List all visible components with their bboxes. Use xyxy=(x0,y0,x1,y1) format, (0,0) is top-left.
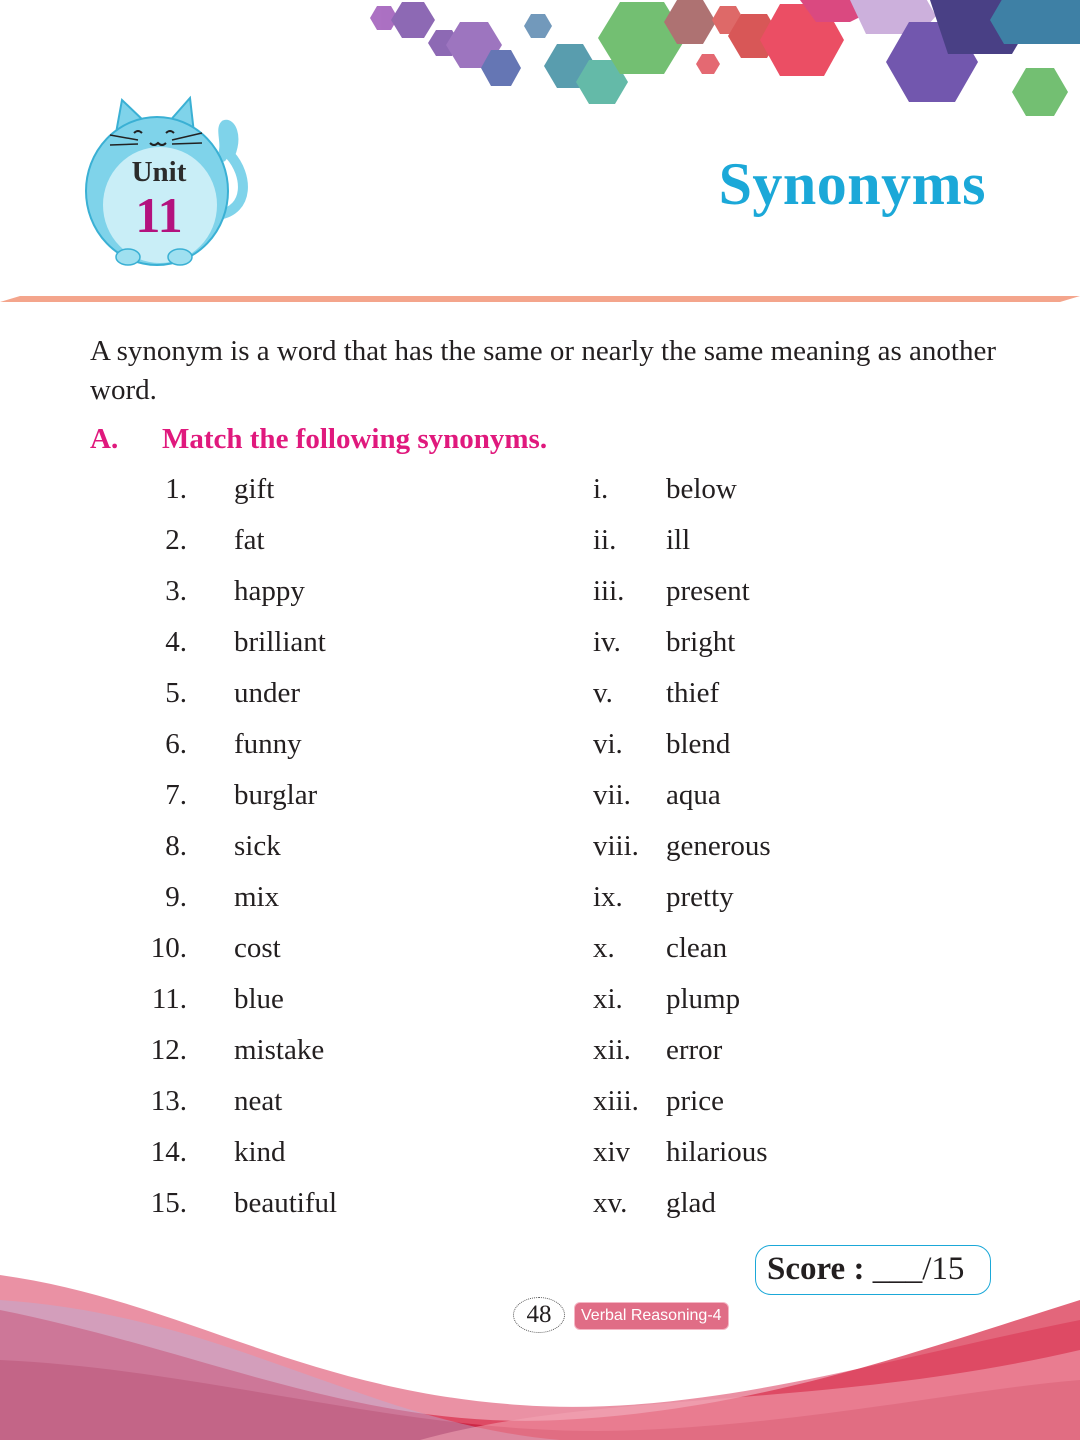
right-word: hilarious xyxy=(666,1136,768,1168)
score-label: Score : xyxy=(767,1251,865,1287)
item-roman-numeral: iv. xyxy=(593,626,621,658)
right-word: blend xyxy=(666,728,731,760)
section-letter: A. xyxy=(90,423,119,455)
left-word: fat xyxy=(234,524,265,556)
book-title-badge: Verbal Reasoning-4 xyxy=(574,1302,729,1330)
item-number: 8. xyxy=(165,830,187,862)
item-roman-numeral: xv. xyxy=(593,1187,628,1219)
left-word: beautiful xyxy=(234,1187,338,1219)
left-word: sick xyxy=(234,830,281,862)
match-row xyxy=(0,728,1080,779)
left-word: happy xyxy=(234,575,305,607)
match-row xyxy=(0,1034,1080,1085)
item-number: 3. xyxy=(165,575,187,607)
left-word: brilliant xyxy=(234,626,326,658)
item-roman-numeral: x. xyxy=(593,932,615,964)
right-word: clean xyxy=(666,932,728,964)
left-word: neat xyxy=(234,1085,283,1117)
item-roman-numeral: xi. xyxy=(593,983,623,1015)
left-word: blue xyxy=(234,983,284,1015)
item-roman-numeral: xii. xyxy=(593,1034,631,1066)
item-roman-numeral: ii. xyxy=(593,524,617,556)
item-number: 1. xyxy=(165,473,187,505)
left-word: gift xyxy=(234,473,275,505)
match-row xyxy=(0,626,1080,677)
page-title: Synonyms xyxy=(718,151,986,217)
page-number: 48 xyxy=(513,1297,565,1333)
left-word: kind xyxy=(234,1136,286,1168)
item-number: 12. xyxy=(150,1034,187,1066)
right-word: pretty xyxy=(666,881,734,913)
item-roman-numeral: ix. xyxy=(593,881,623,913)
item-number: 14. xyxy=(150,1136,187,1168)
item-number: 15. xyxy=(150,1187,187,1219)
right-word: present xyxy=(666,575,750,607)
item-roman-numeral: xiii. xyxy=(593,1085,639,1117)
left-word: under xyxy=(234,677,301,709)
left-word: mistake xyxy=(234,1034,325,1066)
item-number: 6. xyxy=(165,728,187,760)
intro-paragraph: A synonym is a word that has the same or nearly the same meaning as another word. xyxy=(90,335,997,406)
item-roman-numeral: vii. xyxy=(593,779,631,811)
left-word: funny xyxy=(234,728,302,760)
left-word: mix xyxy=(234,881,280,913)
item-roman-numeral: v. xyxy=(593,677,613,709)
score-box xyxy=(755,1245,991,1295)
match-row xyxy=(0,524,1080,575)
left-word: cost xyxy=(234,932,281,964)
match-row xyxy=(0,575,1080,626)
right-word: ill xyxy=(666,524,691,556)
score-total: /15 xyxy=(922,1251,965,1287)
match-row xyxy=(0,830,1080,881)
right-word: plump xyxy=(666,983,741,1015)
right-word: generous xyxy=(666,830,771,862)
right-word: glad xyxy=(666,1187,716,1219)
right-word: aqua xyxy=(666,779,721,811)
match-row xyxy=(0,1085,1080,1136)
unit-number: 11 xyxy=(135,187,183,243)
item-roman-numeral: viii. xyxy=(593,830,639,862)
left-word: burglar xyxy=(234,779,318,811)
match-row xyxy=(0,983,1080,1034)
match-row xyxy=(0,779,1080,830)
section-title: Match the following synonyms. xyxy=(162,423,548,455)
title-divider xyxy=(0,296,1080,306)
right-word: below xyxy=(666,473,737,505)
match-row xyxy=(0,932,1080,983)
match-row xyxy=(0,473,1080,524)
match-row xyxy=(0,1187,1080,1238)
item-number: 7. xyxy=(165,779,187,811)
match-row xyxy=(0,1136,1080,1187)
item-roman-numeral: xiv xyxy=(593,1136,631,1168)
unit-label: Unit xyxy=(131,156,187,188)
right-word: price xyxy=(666,1085,724,1117)
match-row xyxy=(0,677,1080,728)
item-number: 5. xyxy=(165,677,187,709)
score-blank[interactable]: ___ xyxy=(872,1251,923,1287)
right-word: error xyxy=(666,1034,723,1066)
item-roman-numeral: vi. xyxy=(593,728,623,760)
item-roman-numeral: i. xyxy=(593,473,609,505)
match-row xyxy=(0,881,1080,932)
item-number: 10. xyxy=(150,932,187,964)
right-word: bright xyxy=(666,626,736,658)
item-number: 11. xyxy=(151,983,187,1015)
item-number: 9. xyxy=(165,881,187,913)
item-number: 13. xyxy=(150,1085,187,1117)
right-word: thief xyxy=(666,677,720,709)
item-number: 2. xyxy=(165,524,187,556)
item-number: 4. xyxy=(165,626,187,658)
item-roman-numeral: iii. xyxy=(593,575,625,607)
